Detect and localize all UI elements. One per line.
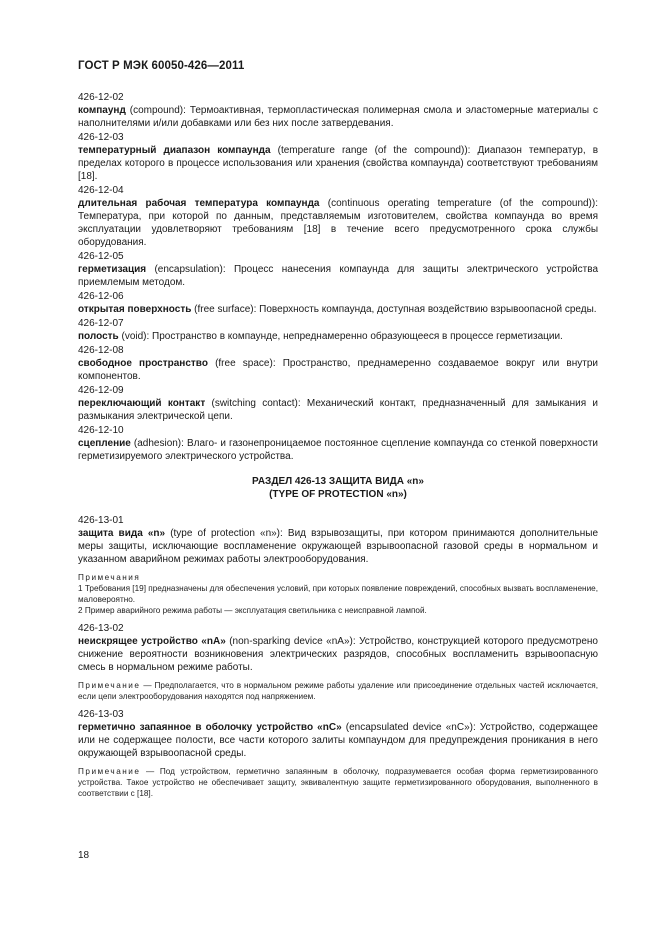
entry-definition: [78, 527, 598, 566]
entry-english: (adhesion): [133, 438, 182, 449]
entry-term: защита вида «n»: [78, 528, 166, 539]
note-block: [78, 766, 598, 799]
page-number: 18: [78, 850, 90, 861]
note-body: — Под устройством, герметично запаянным в оболочку, подразумевается особая форма герметизированного устройства. Такое устройство не обеспечивает защиту, эквивалентную защите герметизированного оборудования, выполненного в соответствии с [18].: [78, 767, 598, 798]
note-item: 2 Пример аварийного режима работы — эксплуатация светильника с неисправной лампой.: [78, 606, 427, 615]
entry-term: температурный диапазон компаунда: [78, 145, 271, 156]
entry-definition: [78, 357, 598, 383]
entry-term: длительная рабочая температура компаунда: [78, 198, 320, 209]
note-item: 1 Требования [19] предназначены для обеспечения условий, при которых появление повреждений, способных вызвать воспламенение, маловероятно.: [78, 584, 598, 604]
section-subtitle: (TYPE OF PROTECTION «n»): [269, 489, 407, 500]
note-block: [78, 572, 598, 616]
term-entry: [78, 622, 598, 674]
entry-definition: [78, 263, 598, 289]
entry-definition: [78, 330, 598, 343]
entry-text: : Пространство, преднамеренно создаваемое вокруг или внутри компонентов.: [78, 358, 598, 382]
entry-text: : Пространство в компаунде, непреднамеренно образующееся в процессе герметизации.: [146, 331, 563, 342]
entry-text: : Устройство, конструкцией которого предусмотрено снижение вероятности возникновения электрических разрядов, способных воспламенить взрывоопасную смесь в нормальном режиме работы.: [78, 636, 598, 673]
term-entry: [78, 344, 598, 383]
section-heading: [78, 475, 598, 501]
entry-text: : Термоактивная, термопластическая полимерная смола и эластомерные материалы с наполнителями и/или добавками или без них после затвердевания.: [78, 105, 598, 129]
note-body: — Предполагается, что в нормальном режиме работы удаление или присоединение отдельных частей исключается, если цепи электрооборудования находятся под напряжением.: [78, 681, 598, 701]
entry-definition: [78, 303, 598, 316]
entry-text: : Влаго- и газонепроницаемое постоянное сцепление компаунда со стенкой поверхности герметизируемого электрического устройства.: [78, 438, 599, 462]
entry-text: : Температура, при которой по данным, представляемым изготовителем, свойства компаунда во время эксплуатации удовлетворяют требованиям [18] в течение всего предусмотренного срока службы оборудования.: [78, 198, 599, 248]
entry-english: (continuous operating temperature (of the compound)): [327, 198, 596, 209]
term-entry: [78, 317, 598, 343]
entry-term: сцепление: [78, 438, 131, 449]
term-entry: [78, 184, 598, 249]
entry-number: 426-13-02: [78, 623, 124, 634]
entry-number: 426-12-03: [78, 132, 124, 143]
term-entry: [78, 708, 598, 760]
entry-term: полость: [78, 331, 119, 342]
entry-number: 426-12-04: [78, 185, 124, 196]
entry-number: 426-13-03: [78, 709, 124, 720]
entry-text: : Вид взрывозащиты, при котором принимаются дополнительные меры защиты, исключающие воспламенение окружающей взрывоопасной газовой среды в нормальном и указанном аварийном режимах работы электрооборудования.: [78, 528, 599, 565]
entry-definition: [78, 437, 598, 463]
entry-english: (non-sparking device «nA»): [229, 636, 353, 647]
note-label: Примечание: [78, 767, 141, 776]
term-entry: [78, 131, 598, 183]
term-entry: [78, 384, 598, 423]
entry-definition: [78, 104, 598, 130]
entry-text: : Поверхность компаунда, доступная воздействию взрывоопасной среды.: [253, 304, 597, 315]
entry-term: переключающий контакт: [78, 398, 206, 409]
document-header: ГОСТ Р МЭК 60050-426—2011: [78, 60, 245, 72]
entry-english: (void): [121, 331, 147, 342]
entry-term: герметизация: [78, 264, 147, 275]
entry-number: 426-12-09: [78, 385, 124, 396]
entry-number: 426-12-05: [78, 251, 124, 262]
entry-english: (free surface): [194, 304, 254, 315]
note-text: [78, 766, 598, 799]
note-heading: Примечания: [78, 573, 141, 582]
entry-definition: [78, 635, 598, 674]
entry-english: (compound): [129, 105, 184, 116]
term-entry: [78, 514, 598, 566]
entry-term: свободное пространство: [78, 358, 208, 369]
entry-number: 426-12-06: [78, 291, 124, 302]
entry-text: : Диапазон температур, в пределах которого в процессе использования или хранения (свойства компаунда) соответствуют требованиям [18].: [78, 145, 599, 182]
entry-term: неискрящее устройство «nA»: [78, 636, 226, 647]
term-entry: [78, 250, 598, 289]
entry-english: (encapsulated device «nC»): [345, 722, 473, 733]
entry-definition: [78, 397, 598, 423]
entry-number: 426-12-08: [78, 345, 124, 356]
term-entry: [78, 91, 598, 130]
entry-number: 426-13-01: [78, 515, 124, 526]
entry-term: герметично запаянное в оболочку устройство «nC»: [78, 722, 342, 733]
term-entry: [78, 290, 598, 316]
entry-text: : Механический контакт, предназначенный для замыкания и размыкания электрической цепи.: [78, 398, 598, 422]
entry-english: (temperature range (of the compound)): [277, 145, 468, 156]
entry-number: 426-12-07: [78, 318, 124, 329]
entry-definition: [78, 721, 598, 760]
note-block: [78, 680, 598, 702]
term-entry: [78, 424, 598, 463]
entry-english: (free space): [215, 358, 273, 369]
entry-english: (switching contact): [211, 398, 298, 409]
entry-number: 426-12-10: [78, 425, 124, 436]
entry-definition: [78, 197, 598, 249]
note-text: [78, 680, 598, 702]
entry-english: (encapsulation): [154, 264, 223, 275]
entry-term: открытая поверхность: [78, 304, 192, 315]
note-label: Примечание: [78, 681, 141, 690]
entry-english: (type of protection «n»): [170, 528, 281, 539]
entry-text: : Устройство, содержащее или не содержащее полости, все части которого залиты компаундом для предупреждения проникания в него окружающей взрывоопасной среды.: [78, 722, 598, 759]
document-page: [78, 60, 598, 805]
entry-term: компаунд: [78, 105, 126, 116]
entry-definition: [78, 144, 598, 183]
section-title: РАЗДЕЛ 426-13 ЗАЩИТА ВИДА «n»: [252, 476, 424, 487]
entry-text: : Процесс нанесения компаунда для защиты электрического устройства приемлемым методом.: [78, 264, 599, 288]
entry-number: 426-12-02: [78, 92, 124, 103]
